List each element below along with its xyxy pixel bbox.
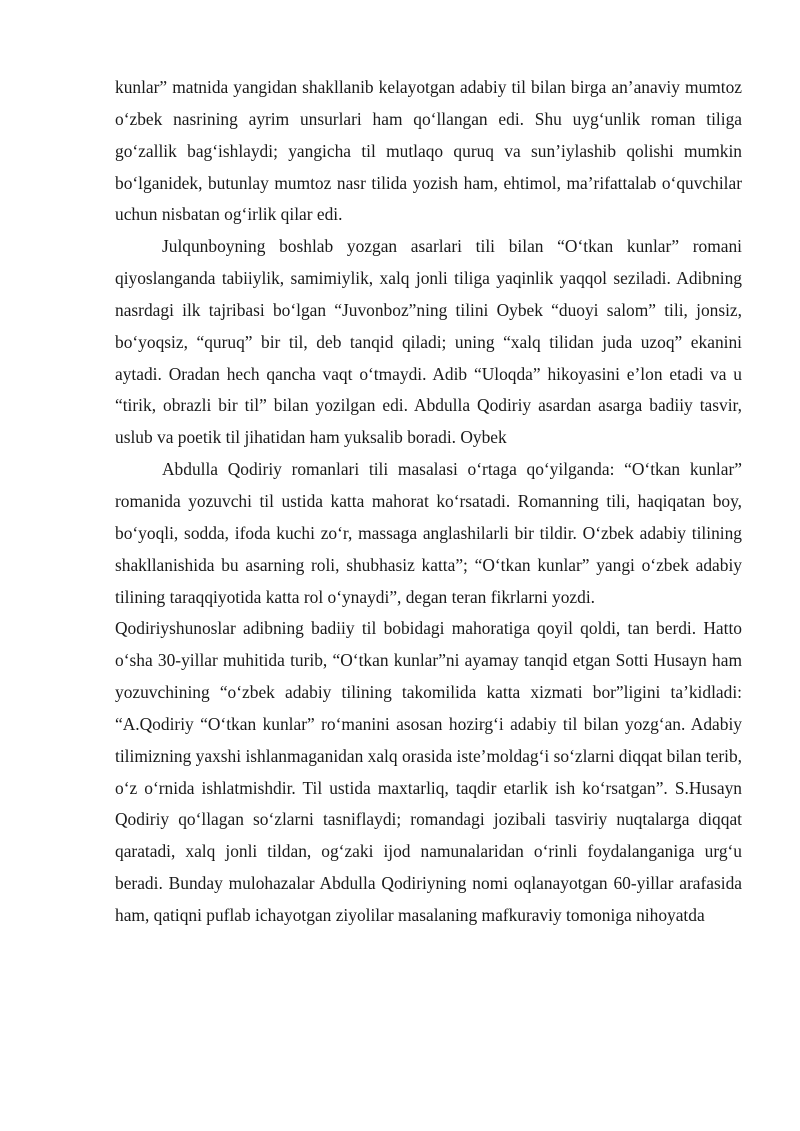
body-text: [115, 72, 742, 932]
paragraph-3: Abdulla Qodiriy romanlari tili masalasi o‘rtaga qo‘yilganda: “O‘tkan kunlar” romanida yozuvchi til ustida katta mahorat ko‘rsatadi. Romanning tili, haqiqatan boy, bo‘yoqli, sodda, ifoda kuchi zo‘r, massaga anglashilarli bir tildir. O‘zbek adabiy tilining shakllanishida bu asarning roli, shubhasiz katta”; “O‘tkan kunlar” yangi o‘zbek adabiy tilining taraqqiyotida katta rol o‘ynaydi”, degan teran fikrlarni yozdi.: [115, 459, 742, 607]
paragraph-1: kunlar” matnida yangidan shakllanib kelayotgan adabiy til bilan birga an’anaviy mumtoz o‘zbek nasrining ayrim unsurlari ham qo‘llangan edi. Shu uyg‘unlik roman tiliga go‘zallik bag‘ishlaydi; yangicha til mutlaqo quruq va sun’iylashib qolishi mumkin bo‘lganidek, butunlay mumtoz nasr tilida yozish ham, ehtimol, ma’rifattalab o‘quvchilar uchun nisbatan og‘irlik qilar edi.: [115, 77, 742, 225]
paragraph-2: Julqunboyning boshlab yozgan asarlari tili bilan “O‘tkan kunlar” romani qiyoslanganda tabiiylik, samimiylik, xalq jonli tiliga yaqinlik yaqqol seziladi. Adibning nasrdagi ilk tajribasi bo‘lgan “Juvonboz”ning tilini Oybek “duoyi salom” tili, jonsiz, bo‘yoqsiz, “quruq” bir til, deb tanqid qiladi; uning “xalq tilidan juda uzoq” ekanini aytadi. Oradan hech qancha vaqt o‘tmaydi. Adib “Uloqda” hikoyasini e’lon etadi va u “tirik, obrazli bir til” bilan yozilgan edi. Abdulla Qodiriy asardan asarga badiiy tasvir, uslub va poetik til jihatidan ham yuksalib boradi. Oybek: [115, 236, 742, 448]
paragraph-4: Qodiriyshunoslar adibning badiiy til bobidagi mahoratiga qoyil qoldi, tan berdi. Hatto o‘sha 30-yillar muhitida turib, “O‘tkan kunlar”ni ayamay tanqid etgan Sotti Husayn ham yozuvchining “o‘zbek adabiy tilining takomilida katta xizmati bor”ligini ta’kidladi: “A.Qodiriy “O‘tkan kunlar” ro‘manini asosan hozirg‘i adabiy til bilan yozg‘an. Adabiy tilimizning yaxshi ishlanmaganidan xalq orasida iste’moldag‘i so‘zlarni diqqat bilan terib, o‘z o‘rnida ishlatmishdir. Til ustida maxtarliq, taqdir etarlik ish ko‘rsatgan”. S.Husayn Qodiriy qo‘llagan so‘zlarni tasniflaydi; romandagi jozibali tasviriy nuqtalarga diqqat qaratadi, xalq jonli tildan, og‘zaki ijod namunalaridan o‘rinli foydalanganiga urg‘u beradi. Bunday mulohazalar Abdulla Qodiriyning nomi oqlanayotgan 60-yillar arafasida ham, qatiqni puflab ichayotgan ziyolilar masalaning mafkuraviy tomoniga nihoyatda: [115, 618, 742, 925]
